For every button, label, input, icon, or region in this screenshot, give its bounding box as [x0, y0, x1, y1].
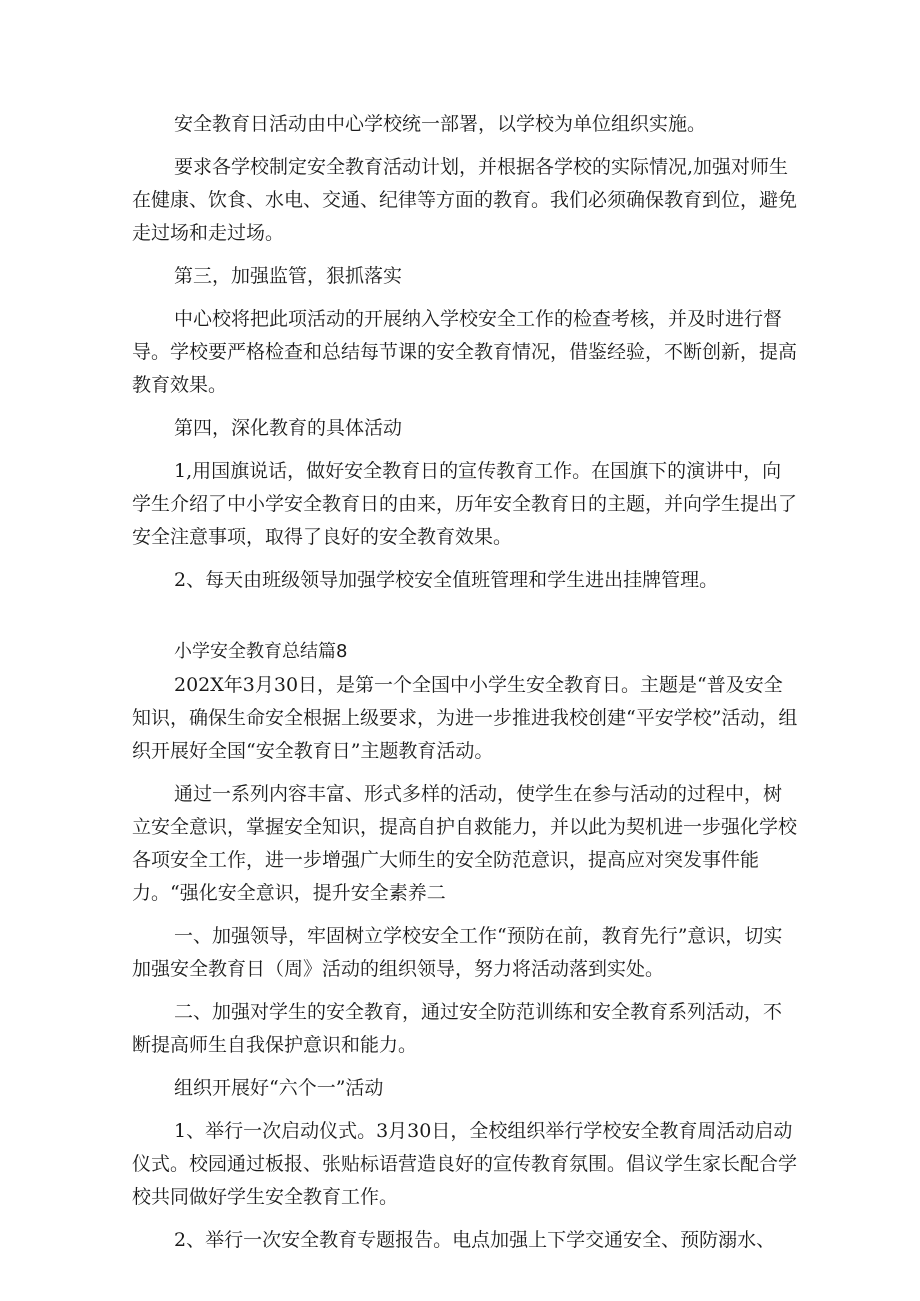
document-body — [132, 108, 800, 1267]
paragraph: 二、加强对学生的安全教育，通过安全防范训练和安全教育系列活动，不断提高师生自我保护意识和能力。 — [132, 1001, 783, 1056]
article-title: 小学安全教育总结篇8 — [174, 641, 348, 662]
paragraph: 一、加强领导，牢固树立学校安全工作“预防在前，教育先行”意识，切实加强安全教育日（周》活动的组织领导，努力将活动落到实处。 — [132, 925, 783, 980]
paragraph: 1,用国旗说话，做好安全教育日的宣传教育工作。在国旗下的演讲中，向学生介绍了中小学安全教育日的由来，历年安全教育日的主题，并向学生提出了安全注意事项，取得了良好的安全教育效果。 — [132, 460, 798, 548]
paragraph: 2、每天由班级领导加强学校安全值班管理和学生进出挂牌管理。 — [174, 569, 719, 591]
section-heading: 第四，深化教育的具体活动 — [174, 417, 403, 439]
section-heading: 第三，加强监管，狠抓落实 — [174, 265, 403, 287]
paragraph: 通过一系列内容丰富、形式多样的活动，使学生在参与活动的过程中，树立安全意识，掌握安全知识，提高自护自救能力，并以此为契机进一步强化学校各项安全工作，进一步增强广大师生的安全防范意识，提高应对突发事件能力。“强化安全意识，提升安全素养二 — [132, 783, 798, 904]
section-gap — [132, 607, 800, 637]
paragraph: 要求各学校制定安全教育活动计划，并根据各学校的实际情况,加强对师生在健康、饮食、水电、交通、纪律等方面的教育。我们必须确保教育到位，避免走过场和走过场。 — [132, 156, 798, 244]
paragraph: 2、举行一次安全教育专题报告。电点加强上下学交通安全、预防溺水、 — [174, 1229, 776, 1251]
paragraph: 1、举行一次启动仪式。3月30日，全校组织举行学校安全教育周活动启动仪式。校园通过板报、张贴标语营造良好的宣传教育氛围。倡议学生家长配合学校共同做好学生安全教育工作。 — [132, 1120, 798, 1208]
paragraph: 202X年3月30日，是第一个全国中小学生安全教育日。主题是“普及安全知识，确保生命安全根据上级要求，为进一步推进我校创建“平安学校”活动，组织开展好全国“安全教育日”主题教育活动。 — [132, 674, 798, 762]
paragraph: 中心校将把此项活动的开展纳入学校安全工作的检查考核，并及时进行督导。学校要严格检查和总结每节课的安全教育情况，借鉴经验，不断创新，提高教育效果。 — [132, 308, 798, 396]
section-heading: 组织开展好“六个一”活动 — [174, 1077, 384, 1099]
paragraph: 安全教育日活动由中心学校统一部署，以学校为单位组织实施。 — [174, 113, 707, 135]
